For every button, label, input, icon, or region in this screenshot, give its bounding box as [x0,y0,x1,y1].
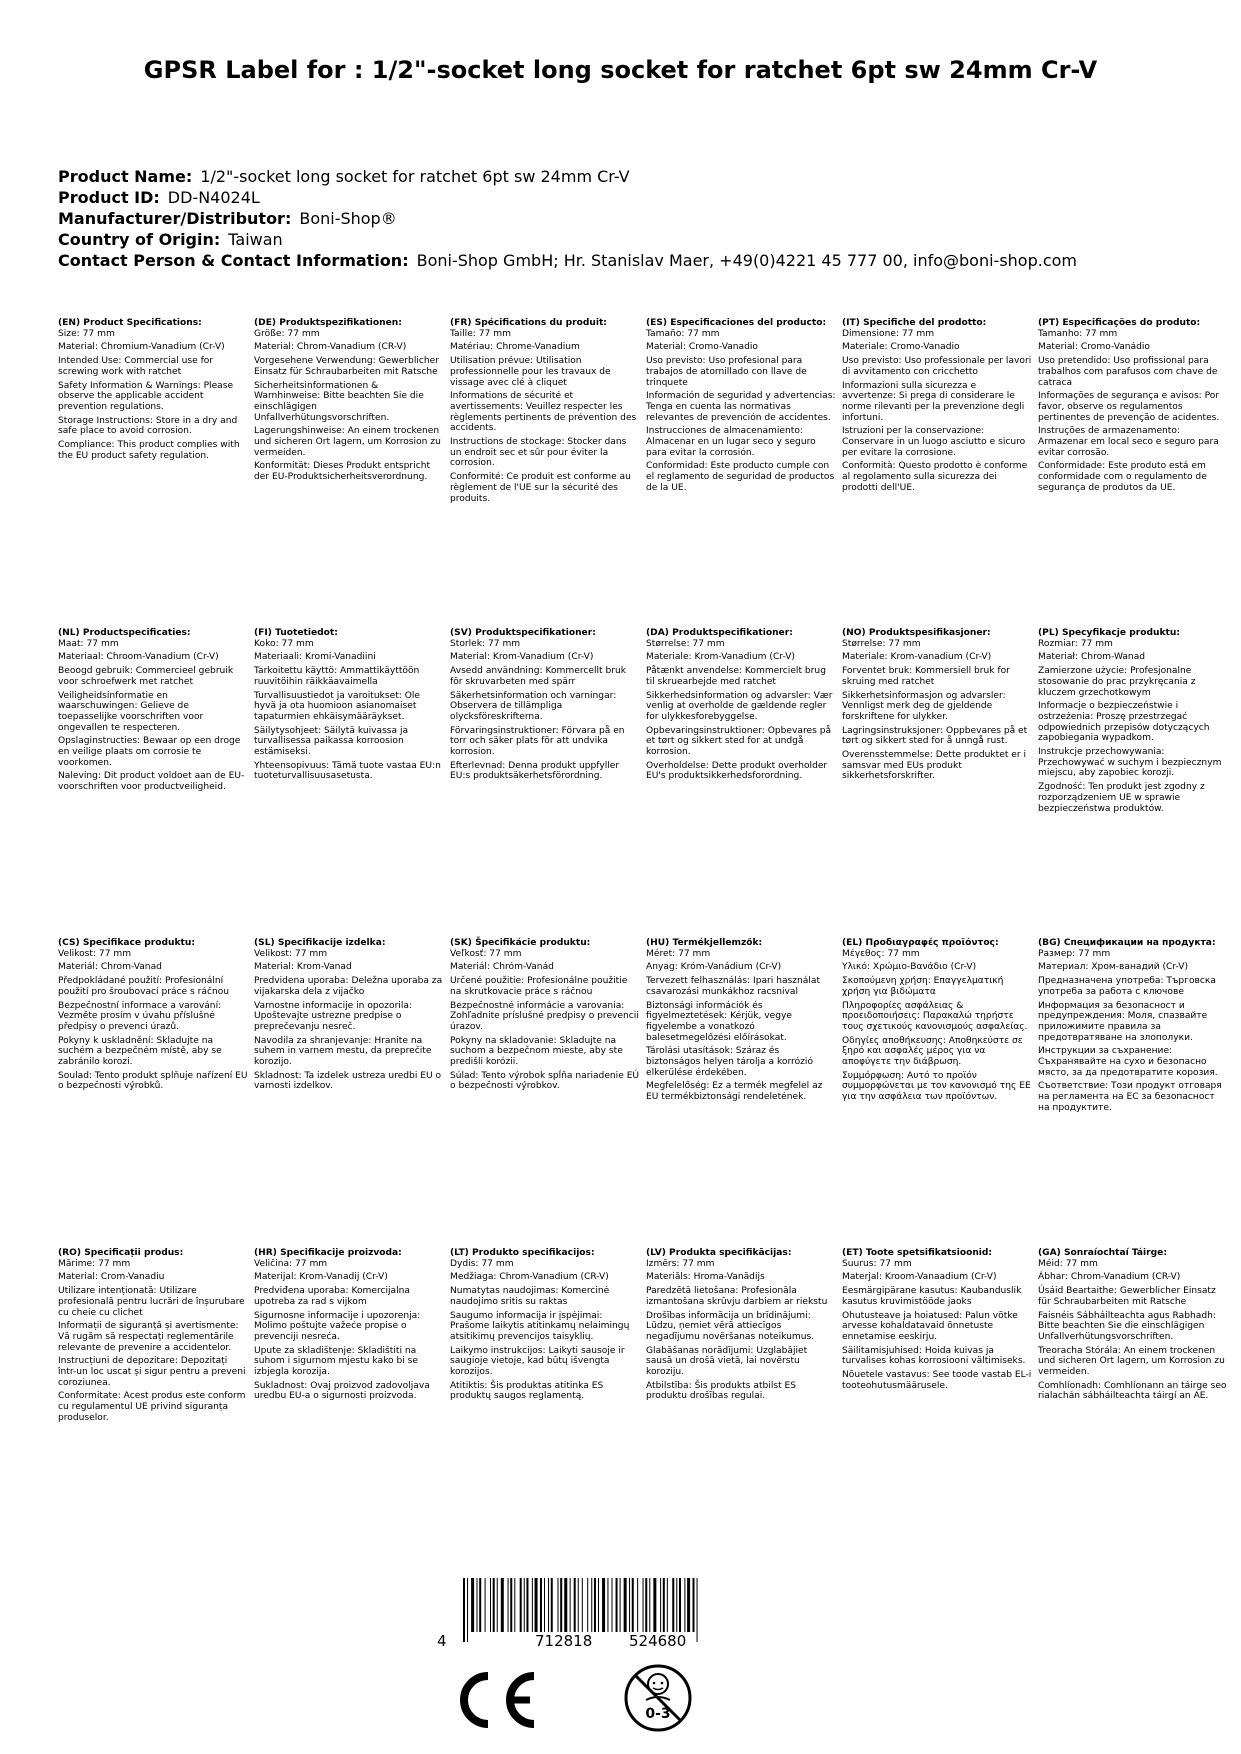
barcode-bar [594,1578,596,1632]
barcode-bar [560,1578,562,1632]
spec-line: Material: Chromium-Vanadium (Cr-V) [58,342,225,353]
barcode-bar [653,1578,656,1632]
spec-line: Materiāls: Hroma-Vanādijs [646,1272,765,1283]
spec-line: Πληροφορίες ασφάλειας & προειδοποιήσεις: Παρακαλώ τηρήστε τους σχετικούς κανονισμούς ασφαλείας. [842,1000,1028,1032]
spec-line: Materiaal: Chroom-Vanadium (Cr-V) [58,652,219,663]
spec-line: Tamaño: 77 mm [646,328,720,339]
barcode-bar [467,1578,468,1642]
spec-line: Информация за безопасност и предупреждения: Моля, спазвайте приложимите правила за предотвратяване на злополуки. [1038,1000,1208,1043]
spec-heading: (ET) Toote spetsifikatsioonid: [842,1248,993,1258]
spec-line: Sukladnost: Ovaj proizvod zadovoljava uredbu EU-a o sigurnosti proizvoda. [254,1380,430,1402]
spec-line: Veľkosť: 77 mm [450,948,522,959]
barcode-right-digits: 524680 [625,1632,690,1650]
spec-line: Material: Krom-Vanadium (Cr-V) [450,652,594,663]
barcode-bar [697,1578,698,1642]
spec-line: Intended Use: Commercial use for screwing work with ratchet [58,356,214,377]
spec-line: Материал: Хром-ванадий (Cr-V) [1038,962,1189,973]
spec-line: Lagringsinstruksjoner: Oppbevares på et tørt og sikkert sted for å unngå rust. [842,725,1028,747]
barcode-bar [497,1578,498,1632]
spec-line: Σκοπούμενη χρήση: Επαγγελματική χρήση για βιδώματα [842,976,1004,997]
barcode-bar [479,1578,481,1632]
spec-line: Taille: 77 mm [450,328,511,339]
spec-heading: (SL) Specifikacije izdelka: [254,938,386,948]
spec-line: Istruzioni per la conservazione: Conservare in un luogo asciutto e sicuro per evitare la corrosione. [842,426,1026,458]
spec-line: Bezpečnostné informácie a varovania: Zohľadnite príslušné predpisy o prevencii úrazov. [450,1000,639,1032]
spec-line: Určené použitie: Profesionálne použitie na skrutkovacie práce s ráčnou [450,976,628,997]
barcode-bar [477,1578,478,1632]
spec-line: Mărime: 77 mm [58,1258,131,1269]
spec-line: Material: Chrom-Vanadium (CR-V) [254,342,407,353]
spec-line: Atbilstība: Šis produkts atbilst ES produktu drošības regulai. [646,1380,797,1402]
barcode-bar [693,1578,695,1632]
spec-line: Skladnost: Ta izdelek ustreza uredbi EU o varnosti izdelkov. [254,1070,442,1092]
spec-line: Tarkoitettu käyttö: Ammattikäyttöön ruuvitöihin räikkäavaimella [254,666,420,687]
spec-heading: (PT) Especificações do produto: [1038,318,1201,328]
spec-line: Opbevaringsinstruktioner: Opbevares på et tørt og sikkert sted for at undgå korrosion. [646,725,832,758]
info-product-name: Product Name: 1/2"-socket long socket for ratchet 6pt sw 24mm Cr-V [58,167,630,186]
spec-heading: (LV) Produkta specifikācijas: [646,1248,792,1258]
spec-line: Medžiaga: Chrom-Vanadium (CR-V) [450,1272,609,1283]
spec-line: Uso previsto: Uso professionale per lavori di avvitamento con cricchetto [842,356,1032,377]
barcode-bar [620,1578,621,1632]
barcode-bar [490,1578,491,1632]
spec-block [450,318,640,507]
barcode-bar [629,1578,630,1632]
spec-line: Veličina: 77 mm [254,1258,328,1269]
barcode-bar [607,1578,608,1632]
spec-line: Overholdelse: Dette produkt overholder EU's produktsikkerhedsforordning. [646,760,828,782]
barcode-bar [524,1578,525,1632]
barcode-bar [676,1578,677,1632]
spec-line: Materiale: Krom-vanadium (Cr-V) [842,652,992,663]
spec-line: Maat: 77 mm [58,638,119,649]
spec-block [1038,318,1228,497]
spec-line: Pokyny na skladovanie: Skladujte na suchom a bezpečnom mieste, aby ste predišli korózii. [450,1035,623,1068]
barcode-bar [637,1578,638,1632]
spec-line: Υλικό: Χρώμιο-Βανάδιο (Cr-V) [842,962,977,973]
spec-line: Uso previsto: Uso profesional para trabajos de atornillado con llave de trinquete [646,356,807,388]
spec-heading: (NL) Productspecificaties: [58,628,191,638]
spec-line: Koko: 77 mm [254,638,314,649]
spec-line: Utilisation prévue: Utilisation professionnelle pour les travaux de vissage avec clé à cliquet [450,356,611,388]
spec-line: Varnostne informacije in opozorila: Upoštevajte ustrezne predpise o preprečevanju nesreč. [254,1000,412,1032]
barcode-bar [540,1578,542,1632]
spec-line: Predviđena uporaba: Komercijalna upotreba za rad s vijkom [254,1286,410,1307]
spec-line: Informații de siguranță și avertismente: Vă rugăm să respectați reglementările relevante de prevenire a accidentelor. [58,1321,239,1353]
spec-line: Инструкции за съхранение: Съхранявайте на сухо и безопасно място, за да предотвратите корозия. [1038,1046,1218,1078]
info-manufacturer: Manufacturer/Distributor: Boni-Shop® [58,209,397,228]
spec-block [842,1248,1032,1394]
spec-heading: (DA) Produktspecifikationer: [646,628,793,638]
spec-block [450,628,640,785]
spec-line: Informacje o bezpieczeństwie i ostrzeżenia: Proszę przestrzegać odpowiednich przepisów dotyczących zapobiegania wypadkom. [1038,701,1210,744]
spec-line: Informações de segurança e avisos: Por favor, observe os regulamentos pertinentes de prevenção de acidentes. [1038,391,1220,423]
spec-line: Säilitamisjuhised: Hoida kuivas ja turvalises kohas korrosiooni vältimiseks. [842,1345,1026,1367]
spec-row [58,938,1228,1248]
spec-line: Размер: 77 mm [1038,948,1111,959]
spec-line: Tervezett felhasználás: Ipari használat csavarozási munkákhoz racsnival [646,976,821,997]
spec-block [842,318,1032,497]
barcode-bar [645,1578,647,1632]
spec-block [58,318,248,464]
spec-line: Størrelse: 77 mm [842,638,921,649]
spec-line: Comhlíonadh: Comhlíonann an táirge seo rialachán sábháilteachta táirgí an AE. [1038,1380,1227,1402]
spec-line: Materiaali: Kromi-Vanadiini [254,652,376,663]
barcode-bar [532,1578,533,1632]
spec-line: Suurus: 77 mm [842,1258,912,1269]
spec-line: Μέγεθος: 77 mm [842,948,920,959]
spec-line: Tárolási utasítások: Száraz és biztonságos helyen tárolja a korrózió elkerülése érdekében. [646,1046,814,1078]
page-title: GPSR Label for : 1/2"-socket long socket for ratchet 6pt sw 24mm Cr-V [143,56,1098,84]
spec-line: Materiał: Chrom-Wanad [1038,652,1146,663]
spec-block [1038,938,1228,1117]
spec-line: Materiál: Chrom-Vanad [58,962,162,973]
spec-line: Förvaringsinstruktioner: Förvara på en torr och säker plats för att undvika korrosion. [450,725,625,758]
barcode-first-digit: 4 [433,1632,451,1650]
info-contact: Contact Person & Contact Information: Boni-Shop GmbH; Hr. Stanislav Maer, +49(0)4221 45 777 00, info@boni-shop.com [58,251,1077,270]
barcode-bar [649,1578,650,1632]
spec-block [1038,628,1228,817]
spec-line: Rozmiar: 77 mm [1038,638,1113,649]
spec-line: Compliance: This product complies with the EU product safety regulation. [58,440,240,461]
spec-line: Súlad: Tento výrobok spĺňa nariadenie EÚ o bezpečnosti výrobkov. [450,1070,640,1092]
spec-line: Informations de sécurité et avertissements: Veuillez respecter les règlements pertinents de prévention des accidents. [450,391,637,434]
spec-heading: (SV) Produktspecifikationer: [450,628,596,638]
spec-block [254,318,444,486]
spec-line: Съответствие: Този продукт отговаря на регламента на ЕС за безопасност на продуктите. [1038,1081,1222,1113]
spec-heading: (EL) Προδιαγραφές προϊόντος: [842,938,999,948]
spec-line: Lagerungshinweise: An einem trockenen und sicheren Ort lagern, um Korrosion zu vermeiden. [254,426,441,458]
info-country-of-origin: Country of Origin: Taiwan [58,230,283,249]
barcode-bar [558,1578,559,1632]
spec-heading: (FI) Tuotetiedot: [254,628,338,638]
barcode-bar [587,1578,588,1632]
spec-line: Size: 77 mm [58,328,115,339]
spec-line: Numatytas naudojimas: Komercinė naudojimo sritis su raktas [450,1286,610,1307]
spec-line: Ohutusteave ja hoiatused: Palun võtke arvesse kohaldatavaid õnnetuste ennetamise eeskirju. [842,1310,1018,1342]
spec-block [842,628,1032,785]
barcode-bar [485,1578,486,1632]
barcode-bar [598,1578,599,1632]
spec-heading: (CS) Specifikace produktu: [58,938,195,948]
spec-line: Información de seguridad y advertencias: Tenga en cuenta las normativas relevantes de prevención de accidentes. [646,391,836,423]
spec-line: Størrelse: 77 mm [646,638,725,649]
spec-line: Dimensione: 77 mm [842,328,935,339]
spec-line: Anyag: Króm-Vanádium (Cr-V) [646,962,782,973]
spec-line: Conformidade: Este produto está em conformidade com o regulamento de segurança de produtos da UE. [1038,461,1207,493]
barcode-bar [574,1578,576,1632]
spec-line: Sigurnosne informacije i upozorenja: Molimo poštujte važeće propise o prevenciji nesreća. [254,1310,421,1342]
spec-line: Conformitate: Acest produs este conform cu regulamentul UE privind siguranța produselor. [58,1391,246,1423]
product-info [58,166,1208,271]
spec-heading: (GA) Sonraíochtaí Táirge: [1038,1248,1167,1258]
spec-heading: (LT) Produkto specifikacijos: [450,1248,595,1258]
spec-line: Turvallisuustiedot ja varoitukset: Ole hyvä ja ota huomioon asianomaiset tapaturmien ehkäisymääräykset. [254,690,420,722]
barcode-bar [551,1578,553,1632]
spec-line: Predvidena uporaba: Deležna uporaba za vijakarska dela z vijačko [254,976,443,997]
spec-line: Conformità: Questo prodotto è conforme al regolamento sulla sicurezza dei prodotti dell'UE. [842,461,1028,493]
spec-line: Påtænkt anvendelse: Kommercielt brug til skruearbejde med ratchet [646,666,826,687]
spec-block [254,1248,444,1405]
spec-row [58,318,1228,628]
spec-line: Úsáid Beartaithe: Gewerblicher Einsatz für Schraubarbeiten mit Ratsche [1038,1286,1216,1307]
spec-line: Matériau: Chrome-Vanadium [450,342,580,353]
spec-line: Laikymo instrukcijos: Laikyti sausoje ir saugioje vietoje, kad būtų išvengta korozijos. [450,1345,625,1378]
barcode [433,1578,733,1658]
barcode-bar [570,1578,571,1632]
spec-line: Instructions de stockage: Stocker dans un endroit sec et sûr pour éviter la corrosion. [450,437,627,469]
spec-line: Vorgesehene Verwendung: Gewerblicher Einsatz für Schraubarbeiten mit Ratsche [254,356,439,377]
spec-line: Instruções de armazenamento: Armazenar em local seco e seguro para evitar corrosão. [1038,426,1219,458]
spec-line: Upute za skladištenje: Skladištiti na suhom i sigurnom mjestu kako bi se izbjegla korozija. [254,1345,418,1378]
spec-line: Tamanho: 77 mm [1038,328,1118,339]
spec-block [254,938,444,1095]
spec-line: Dydis: 77 mm [450,1258,514,1269]
spec-line: Glabāšanas norādījumi: Uzglabājiet sausā un drošā vietā, lai novērstu koroziju. [646,1345,808,1378]
info-product-id: Product ID: DD-N4024L [58,188,260,207]
spec-line: Opslaginstructies: Bewaar op een droge en veilige plaats om corrosie te voorkomen. [58,736,241,768]
barcode-bar [667,1578,668,1632]
spec-line: Veiligheidsinformatie en waarschuwingen: Gelieve de toepasselijke voorschriften voor ongevallen te respecteren. [58,690,204,733]
barcode-bar [501,1578,504,1632]
spec-block [1038,1248,1228,1405]
spec-line: Zgodność: Ten produkt jest zgodny z rozporządzeniem UE w sprawie bezpieczeństwa produktów. [1038,782,1205,814]
spec-line: Konformität: Dieses Produkt entspricht der EU-Produktsicherheitsverordnung. [254,461,431,483]
barcode-bar [471,1578,474,1632]
spec-line: Größe: 77 mm [254,328,320,339]
not-for-children-0-3-icon [622,1660,694,1736]
spec-line: Informazioni sulla sicurezza e avvertenze: Si prega di considerare le norme rilevanti per la prevenzione degli infortuni. [842,380,1025,423]
spec-line: Bezpečnostní informace a varování: Vezměte prosím v úvahu příslušné předpisy o prevenci úrazů. [58,1000,222,1032]
spec-line: Предназначена употреба: Търговска употреба за работа с ключове [1038,976,1216,997]
spec-line: Material: Krom-Vanad [254,962,352,973]
barcode-bar [663,1578,665,1632]
spec-line: Velikost: 77 mm [58,948,132,959]
barcode-left-digits: 712818 [531,1632,596,1650]
spec-line: Συμμόρφωση: Αυτό το προϊόν συμμορφώνεται με τον κανονισμό της ΕΕ για την ασφάλεια των προϊόντων. [842,1070,1031,1103]
spec-block [450,1248,640,1405]
spec-line: Beoogd gebruik: Commercieel gebruik voor schroefwerk met ratchet [58,666,234,687]
spec-block [646,938,836,1106]
spec-line: Sicherheitsinformationen & Warnhinweise: Bitte beachten Sie die einschlägigen Unfallverhütungsvorschriften. [254,380,424,423]
spec-line: Méid: 77 mm [1038,1258,1098,1269]
spec-line: Zamierzone użycie: Profesjonalne stosowanie do prac przykręcania z kluczem grzechotkowym [1038,666,1196,698]
spec-row [58,628,1228,938]
spec-line: Conformité: Ce produit est conforme au règlement de l'UE sur la sécurité des produits. [450,472,631,504]
spec-line: Paredzētā lietošana: Profesionāla izmantošana skrūvju darbiem ar riekstu [646,1286,828,1307]
barcode-bar [624,1578,627,1632]
spec-line: Storage Instructions: Store in a dry and safe place to avoid corrosion. [58,415,238,437]
spec-line: Forventet bruk: Kommersiell bruk for skruing med ratchet [842,666,1010,687]
barcode-bar [679,1578,681,1632]
barcode-bar [684,1578,685,1632]
spec-line: Conformidad: Este producto cumple con el reglamento de seguridad de productos de la UE. [646,461,835,493]
barcode-bar [612,1578,613,1632]
spec-line: Saugumo informacija ir įspėjimai: Prašome laikytis atitinkamų nelaimingų atsitikimų prevencijos taisyklių. [450,1310,630,1342]
spec-line: Safety Information & Warnings: Please observe the applicable accident prevention regulations. [58,380,234,412]
barcode-bar [463,1578,465,1642]
spec-line: Megfelelőség: Ez a termék megfelel az EU termékbiztonsági rendeletének. [646,1081,823,1103]
spec-line: Nõuetele vastavus: See toode vastab EL-i tooteohutusmäärusele. [842,1370,1032,1391]
barcode-bar [535,1578,538,1632]
spec-line: Material: Crom-Vanadiu [58,1272,165,1283]
barcode-bar [510,1578,512,1632]
child-age-label: 0-3 [645,1706,671,1722]
spec-heading: (IT) Specifiche del prodotto: [842,318,987,328]
spec-block [58,938,248,1095]
spec-block [646,318,836,497]
spec-heading: (SK) Špecifikácie produktu: [450,938,591,948]
spec-heading: (HR) Specifikacije proizvoda: [254,1248,402,1258]
spec-line: Material: Cromo-Vanádio [1038,342,1150,353]
spec-line: Treoracha Stórála: An einem trockenen und sicheren Ort lagern, um Korrosion zu vermeiden. [1038,1345,1225,1378]
spec-line: Materijal: Krom-Vanadij (Cr-V) [254,1272,388,1283]
specifications-grid [58,318,1228,1558]
spec-line: Utilizare intenționată: Utilizare profesională pentru lucrări de înșurubare cu cheie cu clichet [58,1286,245,1318]
spec-block [646,1248,836,1405]
spec-heading: (RO) Specificații produs: [58,1248,184,1258]
spec-block [842,938,1032,1106]
spec-block [58,1248,248,1427]
spec-line: Pokyny k uskladnění: Skladujte na suchém a bezpečném místě, aby se zabránilo korozi. [58,1035,222,1068]
spec-row [58,1248,1228,1558]
spec-line: Instrukcje przechowywania: Przechowywać w suchym i bezpiecznym miejscu, aby zapobiec korozji. [1038,747,1222,779]
spec-line: Yhteensopivuus: Tämä tuote vastaa EU:n tuoteturvallisuusasetusta. [254,760,441,782]
spec-line: Säilytysohjeet: Säilytä kuivassa ja turvallisessa paikassa korroosion estämiseksi. [254,725,409,758]
barcode-bar [687,1578,690,1632]
spec-line: Atitiktis: Šis produktas atitinka ES produktų saugos reglamentą. [450,1380,604,1402]
spec-line: Sikkerhedsinformation og advarsler: Vær venlig at overholde de gældende regler for ulykkesforebyggelse. [646,690,833,722]
spec-line: Izmērs: 77 mm [646,1258,715,1269]
spec-line: Overensstemmelse: Dette produktet er i samsvar med EUs produkt sikkerhetsforskrifter. [842,750,1027,782]
spec-line: Säkerhetsinformation och varningar: Observera de tillämpliga olycksföreskrifterna. [450,690,617,722]
spec-line: Předpokládané použití: Profesionální použití pro šroubovací práce s ráčnou [58,976,230,997]
spec-line: Instrucciones de almacenamiento: Almacenar en un lugar seco y seguro para evitar la corrosión. [646,426,816,458]
spec-line: Ábhar: Chrom-Vanadium (CR-V) [1038,1272,1181,1283]
spec-line: Materiale: Krom-Vanadium (Cr-V) [646,652,795,663]
barcode-bar [548,1578,549,1632]
spec-block [450,938,640,1095]
barcode-bar [616,1578,618,1632]
spec-line: Storlek: 77 mm [450,638,521,649]
ce-mark-icon [450,1668,540,1732]
spec-block [58,628,248,796]
spec-heading: (BG) Спецификации на продукта: [1038,938,1216,948]
barcode-bar [514,1578,515,1632]
barcode-bar [672,1578,674,1632]
spec-line: Οδηγίες αποθήκευσης: Αποθηκεύστε σε ξηρό και ασφαλές μέρος για να αποφύγετε την διάβρωση. [842,1035,1023,1068]
spec-line: Biztonsági információk és figyelmeztetések: Kérjük, vegye figyelembe a vonatkozó balesetmegelőzési előírásokat. [646,1000,793,1043]
spec-heading: (DE) Produktspezifikationen: [254,318,402,328]
spec-line: Instrucțiuni de depozitare: Depozitați într-un loc uscat și sigur pentru a preveni coroziunea. [58,1356,246,1388]
spec-heading: (NO) Produktspesifikasjoner: [842,628,991,638]
barcode-bar [526,1578,528,1632]
spec-line: Uso pretendido: Uso profissional para trabalhos com parafusos com chave de catraca [1038,356,1218,388]
spec-line: Faisnéis Sábháilteachta agus Rabhadh: Bitte beachten Sie die einschlägigen Unfallverhütungsvorschriften. [1038,1310,1216,1342]
spec-heading: (ES) Especificaciones del producto: [646,318,827,328]
spec-line: Navodila za shranjevanje: Hranite na suhem in varnem mestu, da preprečite korozijo. [254,1035,432,1068]
spec-heading: (HU) Termékjellemzők: [646,938,763,948]
barcode-bar [544,1578,545,1632]
spec-line: Materjal: Kroom-Vanaadium (Cr-V) [842,1272,997,1283]
spec-block [646,628,836,785]
barcode-bar [602,1578,605,1632]
barcode-bar [493,1578,495,1632]
spec-heading: (FR) Spécifications du produit: [450,318,607,328]
barcode-bar [660,1578,661,1632]
barcode-bar [508,1578,509,1632]
spec-line: Soulad: Tento produkt splňuje nařízení EU o bezpečnosti výrobků. [58,1070,248,1092]
spec-line: Efterlevnad: Denna produkt uppfyller EU:s produktsäkerhetsförordning. [450,760,620,782]
spec-line: Materiale: Cromo-Vanadio [842,342,960,353]
spec-line: Drošības informācija un brīdinājumi: Lūdzu, ņemiet vērā attiecīgos negadījumu novēršanas noteikumus. [646,1310,815,1342]
spec-line: Sikkerhetsinformasjon og advarsler: Vennligst merk deg de gjeldende forskriftene for ulykker. [842,690,1006,722]
spec-line: Material: Cromo-Vanadio [646,342,758,353]
barcode-bar [591,1578,592,1632]
spec-line: Méret: 77 mm [646,948,711,959]
barcode-bar [564,1578,567,1632]
spec-line: Eesmärgipärane kasutus: Kaubanduslik kasutus kruvimistööde jaoks [842,1286,1022,1307]
spec-line: Naleving: Dit product voldoet aan de EU-voorschriften voor productveiligheid. [58,771,245,793]
spec-heading: (EN) Product Specifications: [58,318,202,328]
spec-line: Avsedd användning: Kommercellt bruk för skruvarbeten med spärr [450,666,627,687]
spec-line: Velikost: 77 mm [254,948,328,959]
spec-heading: (PL) Specyfikacje produktu: [1038,628,1180,638]
spec-block [254,628,444,785]
barcode-bar [632,1578,634,1632]
spec-line: Materiál: Chróm-Vanád [450,962,554,973]
barcode-bar [520,1578,522,1632]
barcode-bar [643,1578,644,1632]
